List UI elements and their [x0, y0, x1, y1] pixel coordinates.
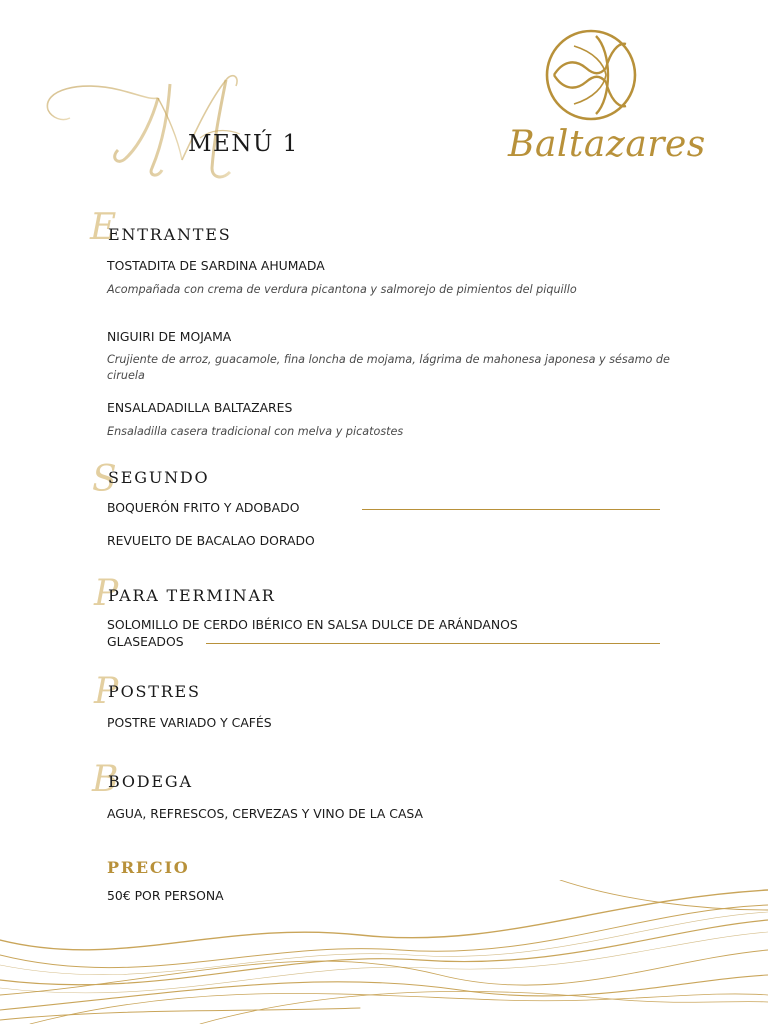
section-decor-letter: P	[94, 573, 119, 614]
dish-name: POSTRE VARIADO Y CAFÉS	[107, 715, 272, 730]
gold-divider-line	[206, 643, 660, 644]
section-title-segundo: SEGUNDO	[108, 468, 210, 487]
section-title-para-terminar: PARA TERMINAR	[108, 586, 276, 605]
dish-name: NIGUIRI DE MOJAMA	[107, 329, 232, 344]
dish-name: ENSALADADILLA BALTAZARES	[107, 400, 293, 415]
dish-description: Acompañada con crema de verdura picantona y salmorejo de pimientos del piquillo	[107, 283, 577, 296]
dish-name: SOLOMILLO DE CERDO IBÉRICO EN SALSA DULCE DE ARÁNDANOS	[107, 617, 518, 632]
section-title-postres: POSTRES	[108, 682, 201, 701]
price-value: 50€ POR PERSONA	[107, 888, 224, 903]
section-decor-letter: P	[94, 671, 119, 712]
gold-divider-line	[362, 509, 660, 510]
dish-name: TOSTADITA DE SARDINA AHUMADA	[107, 258, 325, 273]
section-decor-letter: B	[92, 759, 119, 800]
section-title-bodega: BODEGA	[108, 772, 193, 791]
section-decor-letter: E	[90, 207, 117, 248]
dish-name-continued: GLASEADOS	[107, 634, 184, 649]
menu-title: MENÚ 1	[188, 131, 299, 157]
section-decor-letter: S	[92, 459, 117, 500]
dish-name: REVUELTO DE BACALAO DORADO	[107, 533, 315, 548]
section-title-entrantes: ENTRANTES	[108, 225, 232, 244]
decorative-gold-waves	[0, 880, 768, 1024]
dish-name: BOQUERÓN FRITO Y ADOBADO	[107, 500, 300, 515]
dish-name: AGUA, REFRESCOS, CERVEZAS Y VINO DE LA CASA	[107, 806, 423, 821]
dish-description: Crujiente de arroz, guacamole, fina loncha de mojama, lágrima de mahonesa japonesa y sésamo de ciruela	[107, 353, 670, 382]
decorative-script-m	[40, 60, 270, 190]
baltazares-emblem-icon	[544, 28, 638, 122]
logo-wordmark: Baltazares	[508, 124, 706, 165]
dish-description: Ensaladilla casera tradicional con melva y picatostes	[107, 425, 404, 438]
price-title: PRECIO	[107, 858, 190, 877]
